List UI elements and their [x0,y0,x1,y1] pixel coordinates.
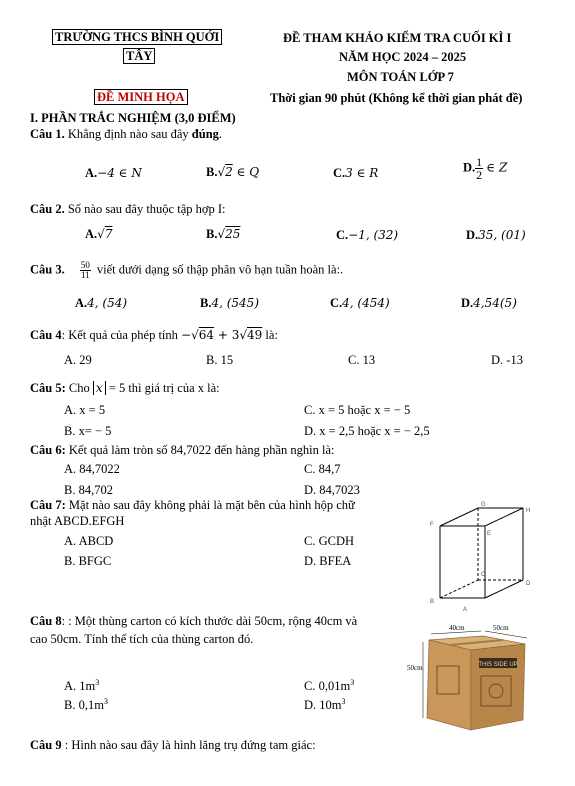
q2-option-b[interactable]: B.√25 [206,227,241,241]
vertex-d: D [526,581,531,587]
question-1: Câu 1. Khẳng định nào sau đây đúng. [30,127,223,141]
sample-exam-label: ĐỀ MINH HỌA [94,90,188,105]
q3-option-c[interactable]: C.4, (454) [330,296,390,310]
question-7: Câu 7: Mặt nào sau đây không phải là mặt bên của hình hộp chữ [30,498,355,512]
question-8-line2: cao 50cm. Tính thể tích của thùng carton đó. [30,632,254,646]
q5-option-b[interactable]: B. x= − 5 [64,424,112,438]
q8-option-a[interactable]: A. $1m^3$ [64,678,100,694]
q2-option-a[interactable]: A.√7 [85,227,113,241]
q2-option-d[interactable]: D.35, (01) [466,228,526,242]
cuboid-figure [418,498,538,616]
question-6: Câu 6: Kết quả làm tròn số 84,7022 đến hàng phần nghìn là: [30,443,335,457]
question-3: Câu 3. $\frac{50}{11}$ viết dưới dạng số thập phân vô hạn tuần hoàn là:. [30,260,344,280]
q5-option-a[interactable]: A. x = 5 [64,403,106,417]
q8-option-d[interactable]: D. $10m^3$ [304,697,346,713]
q4-option-a[interactable]: A. 29 [64,353,92,367]
q1-option-a[interactable]: A.−4 ∈ N [85,166,142,180]
vertex-f: F [430,522,434,528]
q1-option-b[interactable]: B.√2 ∈ Q [206,165,260,179]
q1-option-c[interactable]: C.3 ∈ R [333,166,379,180]
box-length-label: 50cm [493,624,509,632]
vertex-b: B [430,599,435,605]
q5-option-c[interactable]: C. x = 5 hoặc x = − 5 [304,403,411,417]
q6-option-c[interactable]: C. 84,7 [304,462,341,476]
school-name-line2: TÂY [123,49,155,64]
exam-title: ĐỀ THAM KHẢO KIỂM TRA CUỐI KÌ I [283,31,512,45]
q4-option-c[interactable]: C. 13 [348,353,376,367]
question-8: Câu 8: : Một thùng carton có kích thước dài 50cm, rộng 40cm và [30,614,358,628]
vertex-a: A [463,607,468,613]
q7-option-d[interactable]: D. BFEA [304,554,352,568]
exam-time: Thời gian 90 phút (Không kể thời gian phát đề) [270,91,523,105]
q2-option-c[interactable]: C.−1, (32) [336,228,399,242]
q4-option-d[interactable]: D. -13 [491,353,523,367]
school-year: NĂM HỌC 2024 – 2025 [339,50,467,64]
question-4: Câu 4: Kết quả của phép tính −√64 + 3√49 là: [30,328,278,342]
q1-option-d[interactable]: D. $\frac{1}{2}$ ∈ Z [463,155,508,182]
vertex-c: C [481,572,486,578]
school-name-line1: TRƯỜNG THCS BÌNH QUỚI [52,30,222,45]
box-width-label: 40cm [449,624,465,632]
q4-option-b[interactable]: B. 15 [206,353,234,367]
box-height-label: 50cm [407,664,423,672]
q6-option-a[interactable]: A. 84,7022 [64,462,120,476]
question-2: Câu 2. Số nào sau đây thuộc tập hợp I: [30,202,226,216]
question-7-line2: nhật ABCD.EFGH [30,514,125,528]
q3-option-d[interactable]: D.4,54(5) [461,296,517,310]
carton-box-image [405,618,535,736]
box-stamp: THIS SIDE UP [478,662,518,668]
q7-option-b[interactable]: B. BFGC [64,554,112,568]
q8-option-c[interactable]: C. $0,01m^3$ [304,678,355,694]
section-heading: I. PHẦN TRẮC NGHIỆM (3,0 ĐIỂM) [30,111,236,125]
vertex-e: E [487,531,492,537]
subject: MÔN TOÁN LỚP 7 [347,70,454,84]
vertex-g: G [481,502,486,508]
q3-option-a[interactable]: A.4, (54) [75,296,128,310]
q8-option-b[interactable]: B. $0,1m^3$ [64,697,108,713]
q7-option-c[interactable]: C. GCDH [304,534,355,548]
q3-option-b[interactable]: B.4, (545) [200,296,259,310]
q5-option-d[interactable]: D. x = 2,5 hoặc x = − 2,5 [304,424,430,438]
question-9: Câu 9 : Hình nào sau đây là hình lăng trụ đứng tam giác: [30,738,316,752]
q6-option-d[interactable]: D. 84,7023 [304,483,360,497]
question-5: Câu 5: Cho x = 5 thì giá trị của x là: [30,381,220,395]
q6-option-b[interactable]: B. 84,702 [64,483,113,497]
vertex-h: H [526,508,531,514]
q7-option-a[interactable]: A. ABCD [64,534,114,548]
